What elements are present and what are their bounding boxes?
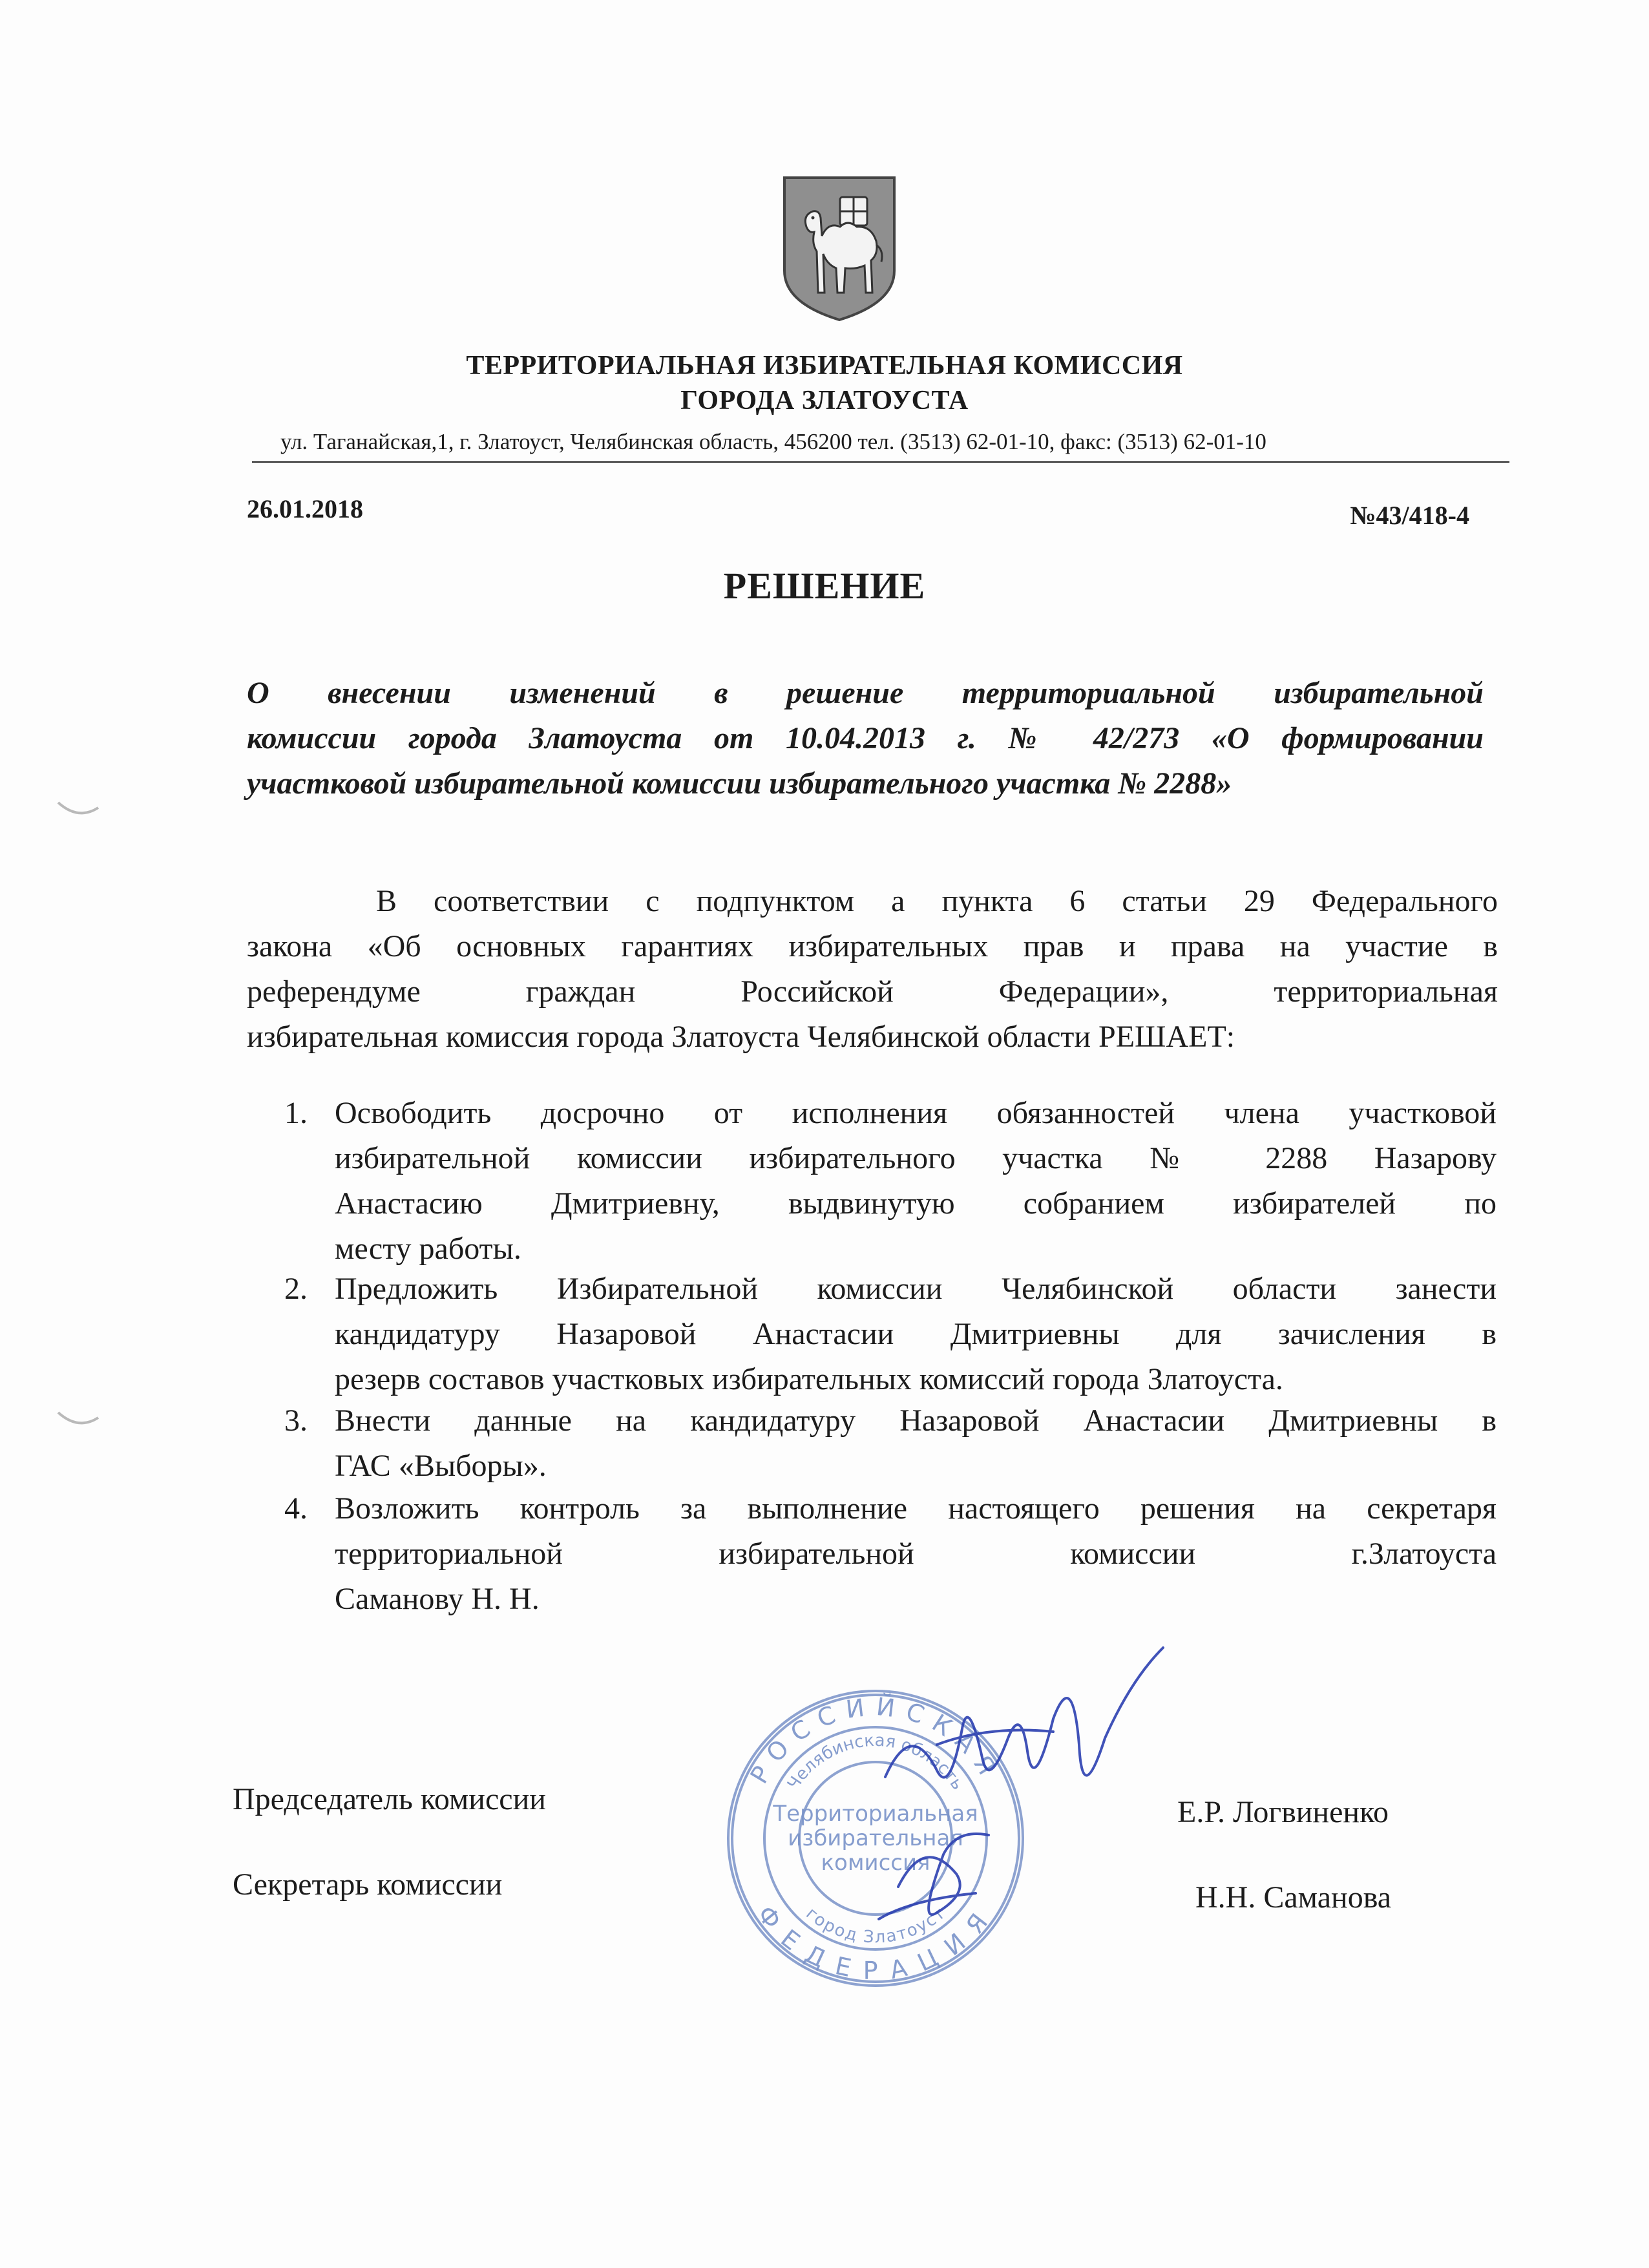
organization-name-line1: ТЕРРИТОРИАЛЬНАЯ ИЗБИРАТЕЛЬНАЯ КОМИССИЯ	[466, 351, 1183, 381]
list-item	[284, 1266, 1497, 1402]
list-item-number: 1.	[284, 1096, 308, 1130]
subject-line: участковой избирательной комиссии избирательного участка № 2288»	[247, 766, 1232, 801]
list-item	[284, 1486, 1497, 1622]
punch-hole-mark	[56, 1409, 101, 1431]
list-item-line: Саманову Н. Н.	[335, 1582, 540, 1616]
preamble-paragraph	[247, 879, 1498, 1060]
list-item-line: ГАС «Выборы».	[335, 1449, 547, 1483]
chairman-role: Председатель комиссии	[233, 1782, 546, 1816]
decision-subject	[247, 671, 1484, 806]
list-item-line: Освободить досрочно от исполнения обязанностей члена участковой	[335, 1096, 1497, 1130]
list-item-line: Внести данные на кандидатуру Назаровой Анастасии Дмитриевны в	[335, 1403, 1497, 1438]
secretary-name: Н.Н. Саманова	[1195, 1880, 1392, 1915]
list-item-line: кандидатуру Назаровой Анастасии Дмитриевны для зачисления в	[335, 1317, 1497, 1351]
secretary-role: Секретарь комиссии	[233, 1867, 503, 1902]
chairman-name: Е.Р. Логвиненко	[1177, 1795, 1389, 1829]
svg-text:город Златоуст: город Златоуст	[802, 1904, 949, 1948]
list-item-line: резерв составов участковых избирательных комиссий города Златоуста.	[335, 1362, 1283, 1396]
list-item	[284, 1091, 1497, 1272]
handwritten-signature	[859, 1641, 1221, 1938]
list-item-number: 3.	[284, 1403, 308, 1438]
decision-date: 26.01.2018	[247, 494, 363, 523]
list-item	[284, 1398, 1497, 1489]
punch-hole-mark	[56, 799, 101, 821]
list-item-line: Анастасию Дмитриевну, выдвинутую собранием избирателей по	[335, 1186, 1497, 1221]
svg-text:ФЕДЕРАЦИЯ: ФЕДЕРАЦИЯ	[751, 1900, 1000, 1986]
header-divider	[252, 461, 1509, 463]
coat-of-arms-icon	[781, 174, 898, 322]
organization-address: ул. Таганайская,1, г. Златоуст, Челябинская область, 456200 тел. (3513) 62-01-10, факс: (3513) 62-01-10	[280, 429, 1266, 454]
svg-text:комиссия: комиссия	[821, 1850, 930, 1876]
list-item-line: Предложить Избирательной комиссии Челябинской области занести	[335, 1272, 1497, 1306]
list-item-number: 2.	[284, 1272, 308, 1306]
preamble-line: референдуме граждан Российской Федерации», территориальная	[247, 974, 1498, 1009]
svg-text:избирательная: избирательная	[788, 1825, 963, 1851]
list-item-line: территориальной избирательной комиссии г.Златоуста	[335, 1537, 1497, 1571]
preamble-line: В соответствии с подпунктом а пункта 6 статьи 29 Федерального	[376, 884, 1498, 918]
list-item-number: 4.	[284, 1491, 308, 1526]
organization-name-line2: ГОРОДА ЗЛАТОУСТА	[680, 386, 969, 415]
svg-text:РОССИЙСКАЯ: РОССИЙСКАЯ	[744, 1692, 1007, 1789]
list-item-line: месту работы.	[335, 1232, 521, 1266]
svg-text:Челябинская область: Челябинская область	[783, 1730, 968, 1794]
decision-number: №43/418-4	[1350, 501, 1469, 530]
svg-text:Территориальная: Территориальная	[773, 1801, 978, 1827]
list-item-line: избирательной комиссии избирательного участка № 2288 Назарову	[335, 1141, 1497, 1175]
subject-line: О внесении изменений в решение территориальной избирательной	[247, 676, 1484, 710]
document-title: РЕШЕНИЕ	[723, 565, 926, 607]
subject-line: комиссии города Златоуста от 10.04.2013 г. № 42/273 «О формировании	[247, 721, 1484, 755]
preamble-line: избирательная комиссия города Златоуста Челябинской области РЕШАЕТ:	[247, 1020, 1235, 1054]
preamble-line: закона «Об основных гарантиях избирательных прав и права на участие в	[247, 929, 1498, 963]
list-item-line: Возложить контроль за выполнение настоящего решения на секретаря	[335, 1491, 1497, 1526]
